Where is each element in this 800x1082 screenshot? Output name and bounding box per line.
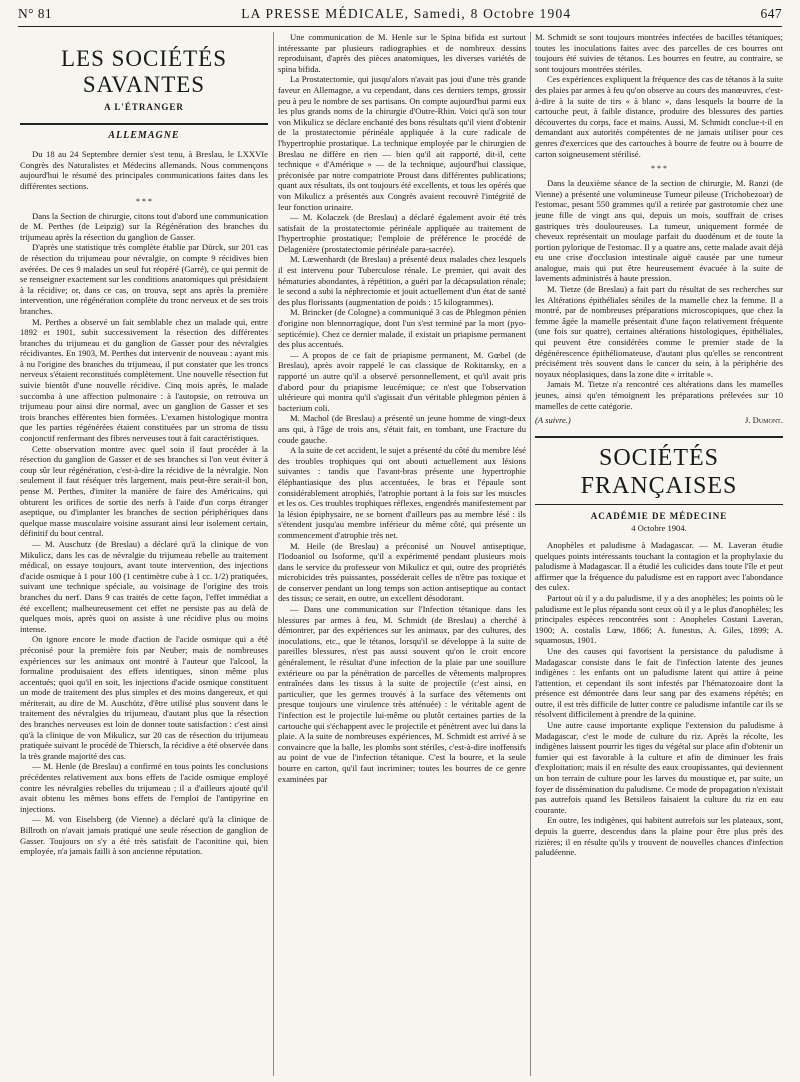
paragraph: M. Brincker (de Cologne) a communiqué 3 cas de Phlegmon pénien d'origine non blennorragique, dont l'un s'est terminé par la mort (pyo-septicémie). Chez ce dernier malade, il existait un priapisme permanent des plus accentués.: [278, 307, 526, 350]
paragraph: M. Machol (de Breslau) a présenté un jeune homme de vingt-deux ans qui, à l'âge de trois ans, s'était fait, en tombant, une Fracture du coude gauche.: [278, 413, 526, 445]
section-separator: * * *: [651, 164, 667, 174]
paragraph: Partout où il y a du paludisme, il y a des anophèles; les points où le paludisme est le plus répandu sont ceux où il y a le plus d'anophèles; les principales espèces rencontrées sont : Anopheles Costani Laveran, 1900; A. costalis Lœw, 1866; A. funestus, A. Giles, 1899; A. squamosus, 1901.: [535, 592, 783, 646]
paragraph: M. Lœwenhardt (de Breslau) a présenté deux malades chez lesquels il est intervenu pour Tuberculose rénale. Le premier, qui avait des hématuries abondantes, à répétition, a guéri par la décapsulation rénale; le second a subi la néphrectomie et jouit actuellement d'un état de santé des plus florissants (augmentation de poids : 15 kilogrammes).: [278, 254, 526, 307]
paragraph: On ignore encore le mode d'action de l'acide osmique qui a été préconisé pour la première fois par Neuber; mais de nombreuses expériences sur les animaux ont montré à l'auteur que l'alcool, la formaline produisaient des effets identiques, sinon même plus accentués; quoi qu'il en soit, les injections d'acide osmique constituent un mode de traitement des plus simples et des moins dangereux, et qui mériterait, au dire de M. Auschütz, d'être utilisé plus souvent dans le traitement des névralgies du trijumeau, d'autant plus que la résection des branches nerveuses est loin de donner toute satisfaction : c'est ainsi qu'à la clinique de von Mikulicz, sur 20 cas de résection du trijumeau pratiquée suivant le procédé de Thiersch, la récidive a été observée dans la très grande majorité des cas.: [20, 634, 268, 761]
paragraph: M. Perthes a observé un fait semblable chez un malade qui, entre 1892 et 1901, subit successivement la résection des différentes branches du trijumeau et du ganglion de Gasser pour des névralgies récidivantes. En 1903, M. Perthes dut intervenir de nouveau : ayant mis à nu l'origine des branches du trijumeau, il put constater que les troncs nerveux s'étaient reconstitués complètement. Une nouvelle résection fut suivie bientôt d'une nouvelle récidive. Cinq mois après, le malade succomba à une affection pulmonaire : à l'autopsie, on retrouva un trijumeau pour ainsi dire normal, avec un ganglion de Gasser et ses trois branches efférentes bien formées. L'examen histologique montra que les parties régénérées étaient constituées par un stroma de tissu conjonctif renfermant des fibres nerveuses tout à fait caractéristiques.: [20, 316, 268, 444]
paragraph: D'après une statistique très complète établie par Dürck, sur 201 cas de résection du trijumeau pour névralgie, on compte 9 récidives bien avérées. De ces 9 malades un seul fut réopéré (Garré), ce qui permit de se renseigner exactement sur les conditions anatomiques qui présidaient à la récidive; or, dans ce cas, on trouva, sept ans après la première intervention, une régénération complète du tronc nerveux et de ses trois branches.: [20, 242, 268, 316]
section-subheading: A L'ÉTRANGER: [104, 102, 184, 112]
paragraph: Une autre cause importante explique l'extension du paludisme à Madagascar, c'est le mode de culture du riz. Après la récolte, les indigènes laissent pourrir les tiges du végétal sur place afin d'obtenir un fumier qui est favorable à la culture et afin de diminuer les frais d'exploitation; mais il en résulte des eaux croupissantes, qui deviennent un bon terrain de culture pour les larves du moustique et, par suite, un foyer de dissémination du paludisme. Ce mode de propagation n'existait pas autrefois quand les Betsileos faisaient la culture du riz en eau courante.: [535, 720, 783, 815]
academy-heading: ACADÉMIE DE MÉDECINE: [590, 510, 728, 521]
running-head: [18, 6, 782, 26]
section-separator: * * *: [136, 196, 152, 206]
paragraph: — Dans une communication sur l'Infection tétanique dans les blessures par armes à feu, M. Schmidt (de Breslau) a cherché à démontrer, par des expériences sur les animaux, par des cultures, des inoculations, etc., que le tétanos, lorsqu'il se développe à la suite de pareilles blessures, n'est pas aussi souvent qu'on le croit encore généralement, le résultat d'une infection de la plaie par une souillure extérieure ou par la pénétration de parcelles de vêtements malpropres entraînées dans les tissus à la suite de projectile (c'est ainsi, en particulier, que les germes trouvés à la surface des vêtements ont presque toujours une virulence très atténuée) : le véritable agent de l'infection est le projectile lui-même ou plutôt certaines parties de la cartouche qui s'échappent avec le projectile et pénètrent avec lui dans la plaie. A la suite de nombreuses expériences, M. Schmidt est arrivé à se convaincre que la balle, les plombs sont stériles, c'est-à-dire inoffensifs au point de vue de l'infection tétanique. C'est la bourre, et la seule bourre en carton, qu'il faut incriminer; toutes les bourres de ce genre examinées par: [278, 604, 526, 784]
header-rule: [18, 26, 782, 27]
paragraph: — M. Henle (de Breslau) a confirmé en tous points les conclusions précédentes relativement aux bons effets de l'acide osmique employé contre les névralgies rebelles du trijumeau ; il a d'ailleurs ajouté qu'il avait obtenu les mêmes bons effets de l'emploi de l'antipyrine en injections.: [20, 761, 268, 814]
paragraph: Cette observation montre avec quel soin il faut procéder à la résection du ganglion de Gasser et de ses branches si l'on veut éviter à coup sûr leur régénération, c'est-à-dire la récidive de la névralgie. Non seulement il faut réséquer très largement, mais peut-être serait-il bon, pense M. Perthes, d'imiter la manière de faire des Américains, qui obturent les orifices de sortie des nerfs à l'aide d'un corps étranger aseptique, ou d'implanter les branches de section périphériques dans quelque masse musculaire voisine assurant ainsi leur isolement certain, définitif du bout central.: [20, 443, 268, 539]
session-date: 4 Octobre 1904.: [631, 523, 687, 534]
paragraph: Ces expériences expliquent la fréquence des cas de tétanos à la suite des plaies par armes à feu qu'on observe au cours des manœuvres, c'est-à-dire à la suite de tirs « à blanc », dans lesquels la bourre de la cartouche peut, à faible distance, produire des blessures des parties découvertes du corps, face et mains. Aussi, M. Schmidt conclue-t-il en demandant aux autorités compétentes de ne jamais utiliser pour ces genres d'exercices que des cartouches à bourre de feutre ou à bourre de carton soigneusement stérilisé.: [535, 74, 783, 159]
paragraph: Du 18 au 24 Septembre dernier s'est tenu, à Breslau, le LXXVIe Congrès des Naturalistes et Médecins allemands. Nous commençons aujourd'hui le résumé des principales communications faites dans les différentes sections.: [20, 149, 268, 191]
column-divider: [273, 32, 274, 1076]
paragraph: — M. von Eiselsberg (de Vienne) a déclaré qu'à la clinique de Billroth on n'avait jamais pratiqué une seule résection de ganglion de Gasser. Toujours on s'y a été très satisfait de l'aconitine qui, bien employée, n'a jamais failli à son ancienne réputation.: [20, 814, 268, 857]
section-heading: LES SOCIÉTÉS SAVANTES: [61, 46, 227, 97]
paragraph: M. Heile (de Breslau) a préconisé un Nouvel antiseptique, l'Iodoaniol ou Isoforme, qu'il a expérimenté pendant plusieurs mois dans le service du professeur von Mikulicz et qui, outre des propriétés microbicides très puissantes, posséderait celles de n'être pas toxique et de conserver pendant un long temps son action antiseptique au contact des tissus; ce serait, en outre, un excellent désodorant.: [278, 540, 526, 604]
paragraph: A la suite de cet accident, le sujet a présenté du côté du membre lésé des troubles trophiques qui ont abouti actuellement aux lésions suivantes : tandis que l'avant-bras présente une hypertrophie éléphantiasique des plus accentuées, le bras et l'épaule sont considérablement atrophiés, l'atrophie portant à la fois sur les muscles et les os. Ces troubles trophiques réflexes, engendrés manifestement par la lésion épiphysaire, ne se bornent d'ailleurs pas au membre lésé : ils s'étendent jusqu'au membre inférieur du même côté, qui présente un commencement d'atrophie très net.: [278, 445, 526, 540]
paragraph: — M. Kolaczek (de Breslau) a déclaré également avoir été très satisfait de la prostatectomie périnéale appliquée au traitement de l'hypertrophie prostatique; l'emploie de préférence le procédé de Delagenière (prostatectomie périnéale para-sacrée).: [278, 212, 526, 254]
paragraph: La Prostatectomie, qui jusqu'alors n'avait pas joui d'une très grande faveur en Allemagne, a vu cependant, dans ces derniers temps, grossir peu à peu le nombre de ses partisans. On compte aujourd'hui parmi eux les plus grands noms de la chirurgie d'Outre-Rhin. Voici qu'à son tour von Mikulicz se déclare enchanté des bons résultats qu'il vient d'obtenir de la prostatectomie périnéale appliquée à la cure radicale de l'hypertrophie prostatique. La technique employée par le chirurgien de Breslau ne diffère en rien — bien qu'il ait rapporté, dit-il, cette technique « d'Amérique » — de la technique, aujourd'hui classique, préconisée par notre compatriote Proust dans différentes publications; quant aux résultats, ils ont toujours été excellents, et tous les opérés que von Mikulicz a présentés aux Congrès avaient recouvré l'intégrité de leur fonction urinaire.: [278, 74, 526, 212]
heading-rule: [535, 504, 783, 505]
paragraph: En outre, les indigènes, qui habitent autrefois sur les plateaux, sont, depuis la guerre, descendus dans la plaine pour être plus près des rizières; il en résulte qu'ils y trouvent de nouvelles chances d'infection paludéenne.: [535, 815, 783, 858]
page-number: 647: [760, 6, 782, 21]
paragraph: M. Tietze (de Breslau) a fait part du résultat de ses recherches sur les Altérations épithéliales séniles de la mamelle chez la femme. Il a montré, par de nombreuses préparations microscopiques, que chez la femme âgée la mamelle présentait d'une façon relativement fréquente (une fois sur quatre), certaines altérations histologiques, épithéliales, qui peuvent être considérées comme le premier stade de la dégénérescence épithéliomateuse, d'autant plus qu'elles se rencontrent précisément très souvent dans le cancer du sein, à la périphérie des noyaux néoplasiques, dans la zone dite « irritable ».: [535, 284, 783, 379]
column-1: [20, 32, 268, 1078]
paragraph: Une des causes qui favorisent la persistance du paludisme à Madagascar consiste dans le fait de l'infection latente des jeunes indigènes : les enfants ont un paludisme latent qui attire à peine l'attention, et cependant ils sont infestés par l'hématozoaire dont la présence est démontrée dans leur sang par des examens répétés; en outre, il est très difficile de lutter contre ce paludisme infantile car ils se résolvent difficilement à prendre de la quinine.: [535, 645, 783, 720]
paragraph: Une communication de M. Henle sur le Spina bifida est surtout intéressante par plusieurs radiographies et de nombreux dessins reproduisant, d'après des pièces anatomiques, les diverses variétés de spina bifida.: [278, 32, 526, 74]
issue-number: N° 81: [18, 6, 53, 21]
heading-rule: [20, 123, 268, 125]
paragraph: Jamais M. Tietze n'a rencontré ces altérations dans les mamelles jeunes, ainsi qu'en témoignent les préparations prélevées sur 10 mamelles de cette catégorie.: [535, 379, 783, 411]
country-heading: ALLEMAGNE: [108, 129, 180, 141]
column-divider: [530, 32, 531, 1076]
paragraph: Dans la deuxième séance de la section de chirurgie, M. Ranzi (de Vienne) a présenté une volumineuse Tumeur pileuse (Trichobezoar) de l'estomac, pesant 550 grammes qu'il a retirée par gastrotomie chez une jeune fille de vingt ans qui, depuis un mois, souffrait de crises gastriques très douloureuses. La tumeur, uniquement formée de cheveux représentait un moulage parfait du duodénum et de toute la portion pylorique de l'estomac. Il y a quatre ans, cette malade avait déjà eu une crise d'occlusion intestinale aiguë causée par une tumeur analogue, mais qui put être heureusement évacuée à la suite de lavements administrés à haute pression.: [535, 178, 783, 284]
section-heading: SOCIÉTÉS FRANÇAISES: [580, 444, 738, 499]
paragraph: M. Schmidt se sont toujours montrées infectées de bacilles tétaniques; toutes les inoculations faites avec des parcelles de ces bourres ont toujours été suivies de tétanos. Les bourres en feutre, au contraire, se sont toujours montrées stériles.: [535, 32, 783, 74]
column-3: [535, 32, 783, 1078]
paragraph: — A propos de ce fait de priapisme permanent, M. Gœbel (de Breslau), après avoir rappelé le cas classique de Rokitansky, en a rapporté un autre qu'il a observé personnellement, et qu'il avait pris d'abord pour du priapisme leucémique; ce n'est que l'observation ultérieure qui montra qu'il s'agissait d'un véritable phlegmon pénien à bacterium coli.: [278, 349, 526, 413]
to-be-continued: (A suivre.): [535, 415, 571, 426]
paragraph: Dans la Section de chirurgie, citons tout d'abord une communication de M. Perthes (de Leipzig) sur la Régénération des branches du trijumeau après la résection du ganglion de Gasser.: [20, 210, 268, 242]
paragraph: — M. Auschutz (de Breslau) a déclaré qu'à la clinique de von Mikulicz, dans les cas de névralgie du trijumeau rebelle au traitement médical, on essaye toujours, avant toute intervention, des injections d'acide osmique à 1 pour 100 (1 centimètre cube à 1 cc. 1/2) pratiquées, suivant une technique spéciale, au voisinage de l'origine des trois branches du nerf. Dans 9 cas traités de cette façon, l'effet immédiat a été excellent; malheureusement cet effet ne persiste pas au delà de quelques mois, après quoi on assiste à une récidive plus ou moins intense.: [20, 538, 268, 634]
article-signature: [535, 415, 783, 426]
journal-title: LA PRESSE MÉDICALE, Samedi, 8 Octobre 1904: [241, 6, 572, 21]
heading-rule: [535, 436, 783, 438]
column-2: [278, 32, 526, 1078]
author-signature: J. Dumont.: [745, 415, 783, 426]
paragraph: Anophèles et paludisme à Madagascar. — M. Laveran étudie quelques points intéressants touchant la contagion et la prophylaxie du paludisme à Madagascar. Il a étudié les culicides dans toute l'île et peut affirmer que la fréquence du paludisme est en rapport avec l'abondance des culex.: [535, 539, 783, 593]
